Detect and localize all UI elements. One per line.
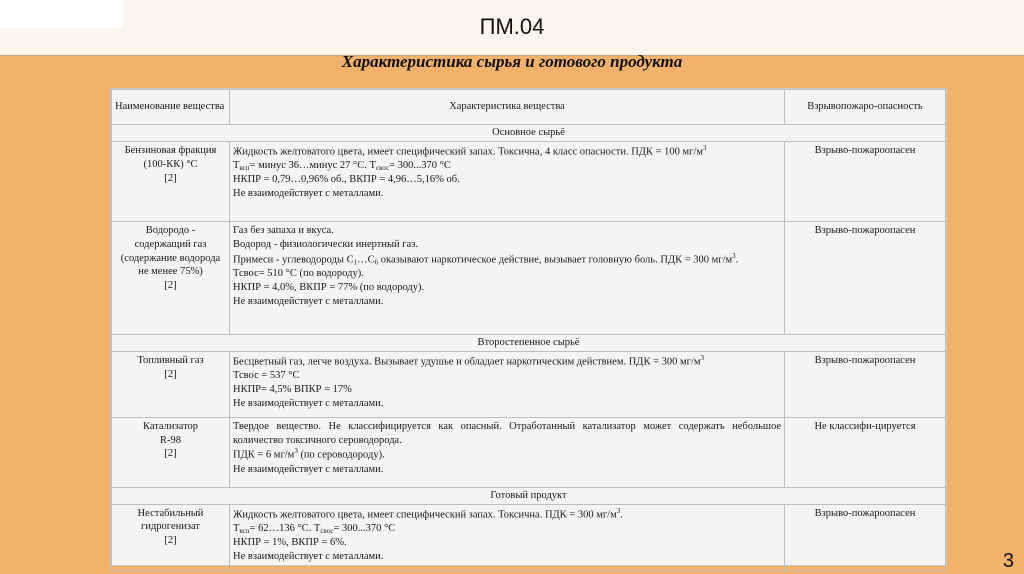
table-header-row: [112, 90, 946, 125]
cell-hazard: Взрыво-пожароопасен: [785, 141, 946, 221]
section-row: [112, 334, 946, 351]
table-row: [112, 504, 946, 570]
page-number: 3: [1002, 550, 1014, 572]
section-main: Основное сырьё: [112, 125, 946, 142]
cell-name: Топливный газ [2]: [112, 351, 230, 417]
slide-subtitle: Характеристика сырья и готового продукта: [341, 52, 683, 71]
properties-table: [110, 88, 947, 566]
cell-characteristic: Газ без запаха и вкуса. Водород - физиологически инертный газ. Примеси - углеводороды $С_1\dots С_6$ оказывают наркотическое действие, вызывает головную боль. ПДК = 300 $мг/м^3$. Тсвос= 510 °С (по водороду). НКПР = 4,0%, ВКПР = 77% (по водороду). Не взаимодействует с металлами.: [230, 221, 785, 334]
section-secondary: Второстепенное сырьё: [112, 334, 946, 351]
table-row: [112, 221, 946, 334]
section-product: Готовый продукт: [112, 487, 946, 504]
cell-name: Катализатор R-98 [2]: [112, 417, 230, 487]
header-name: Наименование вещества: [112, 90, 230, 125]
cell-name: Нестабильный гидрогенизат [2]: [112, 504, 230, 570]
table-row: [112, 351, 946, 417]
cell-name: Бензиновая фракция (100-КК) °С [2]: [112, 141, 230, 221]
cell-characteristic: Твердое вещество. Не классифицируется как опасный. Отработанный катализатор может содержать небольшое количество токсичного сероводорода. ПДК = 6 $мг/м^3$ (по сероводороду). Не взаимодействует с металлами.: [230, 417, 785, 487]
cell-hazard: Взрыво-пожароопасен: [785, 504, 946, 570]
section-row: [112, 487, 946, 504]
table-row: [112, 141, 946, 221]
cell-characteristic: Бесцветный газ, легче воздуха. Вызывает удушье и обладает наркотическим действием. ПДК = 300 $мг/м^3$ Тсвос = 537 °С НКПР= 4,5% ВПКР = 17% Не взаимодействует с металлами.: [230, 351, 785, 417]
cell-hazard: Взрыво-пожароопасен: [785, 351, 946, 417]
cell-characteristic: Жидкость желтоватого цвета, имеет специфический запах. Токсична. ПДК = 300 $мг/м^3$. $Т_{всп}=$ 62…136 °С. $Т_{свос}= 300...370$ °С НКПР = 1%, ВКПР = 6%. Не взаимодействует с металлами.: [230, 504, 785, 570]
slide-title: ПМ.04: [479, 14, 545, 39]
table-row: [112, 417, 946, 487]
header-characteristic: Характеристика вещества: [230, 90, 785, 125]
cell-name: Водородо - содержащий газ (содержание водорода не менее 75%) [2]: [112, 221, 230, 334]
header-hazard: Взрывопожаро-опасность: [785, 90, 946, 125]
cell-hazard: Взрыво-пожароопасен: [785, 221, 946, 334]
section-row: [112, 125, 946, 142]
cell-characteristic: Жидкость желтоватого цвета, имеет специфический запах. Токсична, 4 класс опасности. ПДК = 100 $мг/м^3$ $Т_{всп}=$ минус 36…минус 27 °С. $Т_{свос}= 300...370$ °С НКПР = 0,79…0,96% об., ВКПР = 4,96…5,16% об. Не взаимодействует с металлами.: [230, 141, 785, 221]
cell-hazard: Не классифи-цируется: [785, 417, 946, 487]
